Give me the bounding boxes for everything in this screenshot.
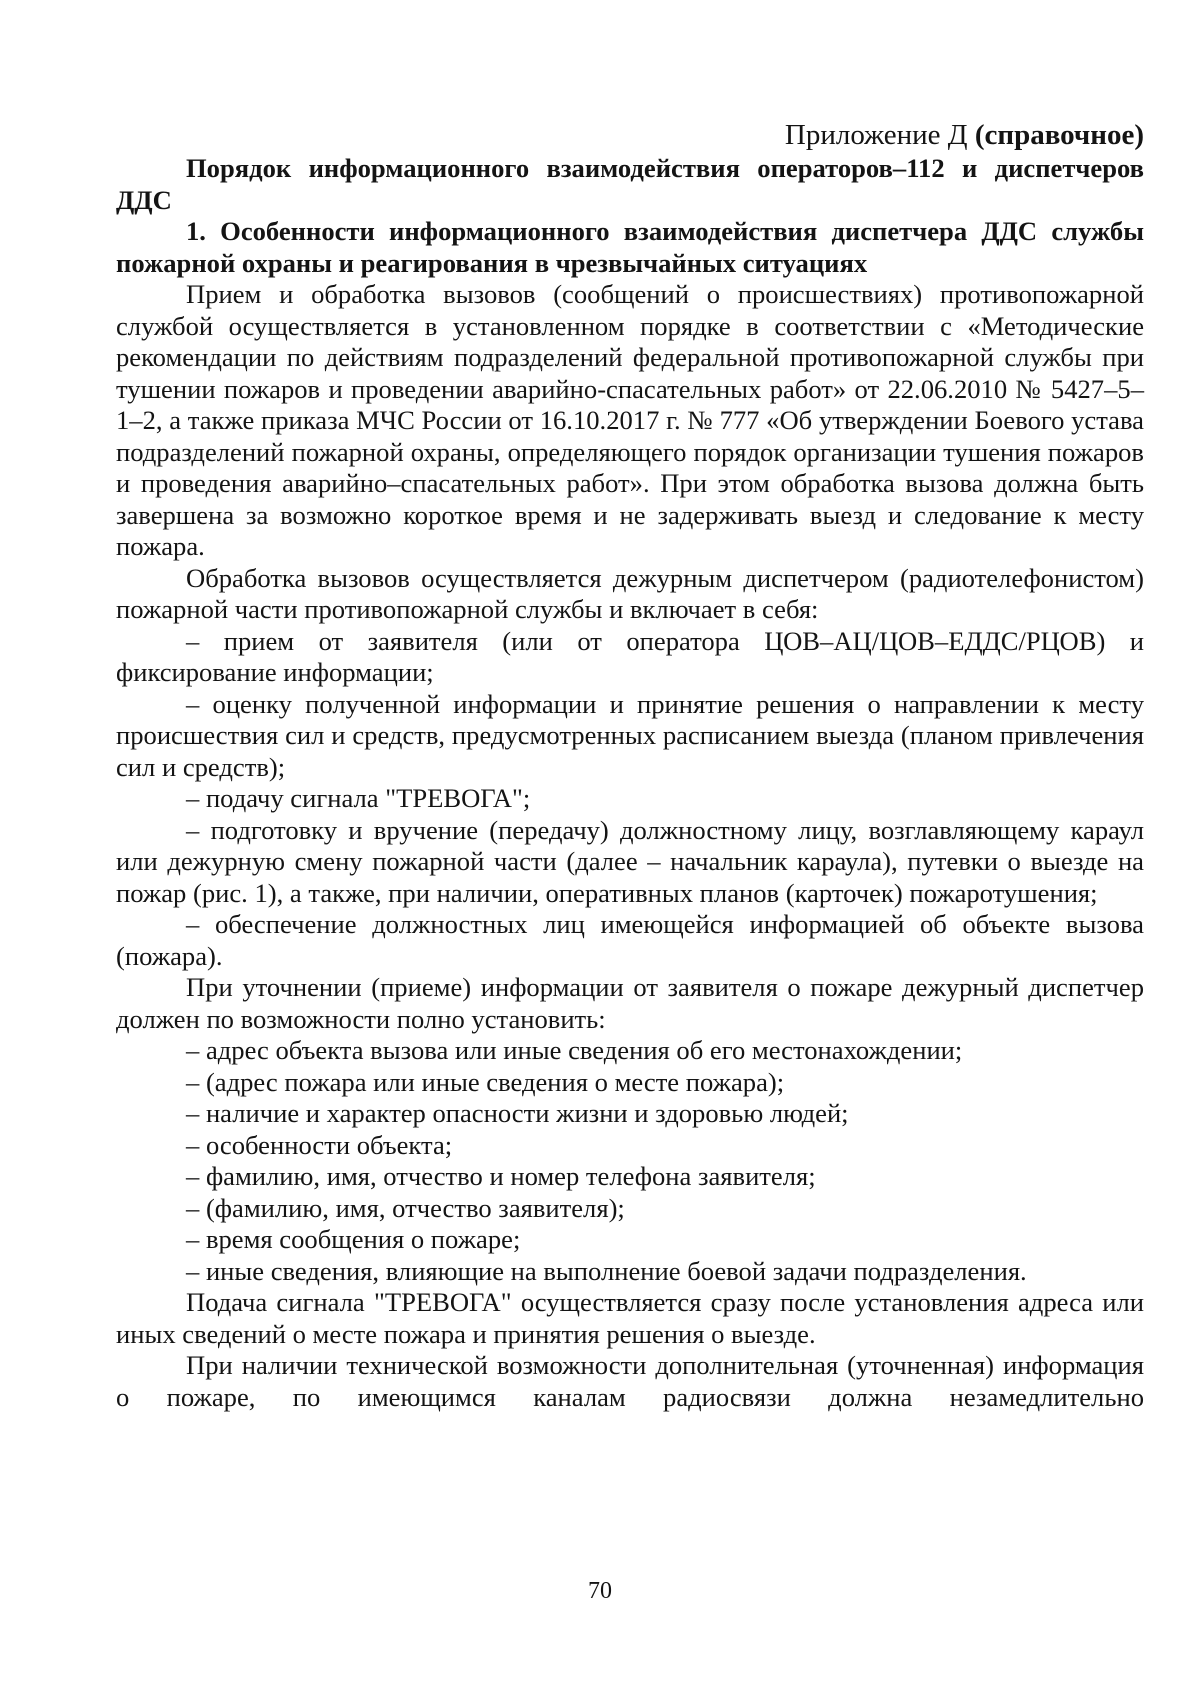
document-page — [116, 118, 1144, 1413]
list-item: – время сообщения о пожаре; — [186, 1224, 521, 1254]
list-item: – прием от заявителя (или от оператора ЦОВ–АЦ/ЦОВ–ЕДДС/РЦОВ) и фиксирование информации; — [116, 625, 1144, 687]
appendix-title: Приложение Д — [784, 119, 968, 151]
appendix-note: (справочное) — [974, 119, 1144, 151]
list-item: – (адрес пожара или иные сведения о месте пожара); — [186, 1066, 785, 1097]
paragraph: Обработка вызовов осуществляется дежурным диспетчером (радиотелефонистом) пожарной части противопожарной службы и включает в себя: — [116, 562, 1144, 624]
list-item: – подготовку и вручение (передачу) должностному лицу, возглавляющему караул или дежурную смену пожарной части (далее – начальник караула), путевки о выезде на пожар (рис. 1), а также, при наличии, оперативных планов (карточек) пожаротушения; — [116, 814, 1144, 908]
page-number: 70 — [588, 1578, 612, 1604]
document-title: Порядок информационного взаимодействия операторов–112 и диспетчеров ДДС — [116, 153, 1144, 215]
section-heading: 1. Особенности информационного взаимодействия диспетчера ДДС службы пожарной охраны и реагирования в чрезвычайных ситуациях — [116, 216, 1144, 278]
list-item: – особенности объекта; — [186, 1129, 453, 1160]
paragraph: При уточнении (приеме) информации от заявителя о пожаре дежурный диспетчер должен по возможности полно установить: — [116, 972, 1144, 1034]
list-item: – наличие и характер опасности жизни и здоровью людей; — [186, 1098, 849, 1128]
list-item: – подачу сигнала "ТРЕВОГА"; — [186, 783, 531, 813]
list-item: – фамилию, имя, отчество и номер телефона заявителя; — [186, 1161, 816, 1191]
appendix-label — [116, 118, 1144, 152]
list-item: – (фамилию, имя, отчество заявителя); — [186, 1192, 625, 1223]
paragraph: Подача сигнала "ТРЕВОГА" осуществляется сразу после установления адреса или иных сведений о месте пожара и принятия решения о выезде. — [116, 1287, 1144, 1349]
list-item: – иные сведения, влияющие на выполнение боевой задачи подразделения. — [186, 1255, 1027, 1286]
list-item: – адрес объекта вызова или иные сведения об его местонахождении; — [186, 1035, 963, 1065]
paragraph: Прием и обработка вызовов (сообщений о происшествиях) противопожарной службой осуществляется в установленном порядке в соответствии с «Методические рекомендации по действиям подразделений федеральной противопожарной службы при тушении пожаров и проведении аварийно-спасательных работ» от 22.06.2010 № 5427–5–1–2, а также приказа МЧС России от 16.10.2017 г. № 777 «Об утверждении Боевого устава подразделений пожарной охраны, определяющего порядок организации тушения пожаров и проведения аварийно–спасательных работ». При этом обработка вызова должна быть завершена за возможно короткое время и не задерживать выезд и следование к месту пожара. — [116, 279, 1144, 561]
paragraph: При наличии технической возможности дополнительная (уточненная) информация о пожаре, по имеющимся каналам радиосвязи должна незамедлительно — [116, 1350, 1144, 1412]
list-item: – оценку полученной информации и принятие решения о направлении к месту происшествия сил и средств, предусмотренных расписанием выезда (планом привлечения сил и средств); — [116, 688, 1144, 782]
list-item: – обеспечение должностных лиц имеющейся информацией об объекте вызова (пожара). — [116, 909, 1144, 971]
